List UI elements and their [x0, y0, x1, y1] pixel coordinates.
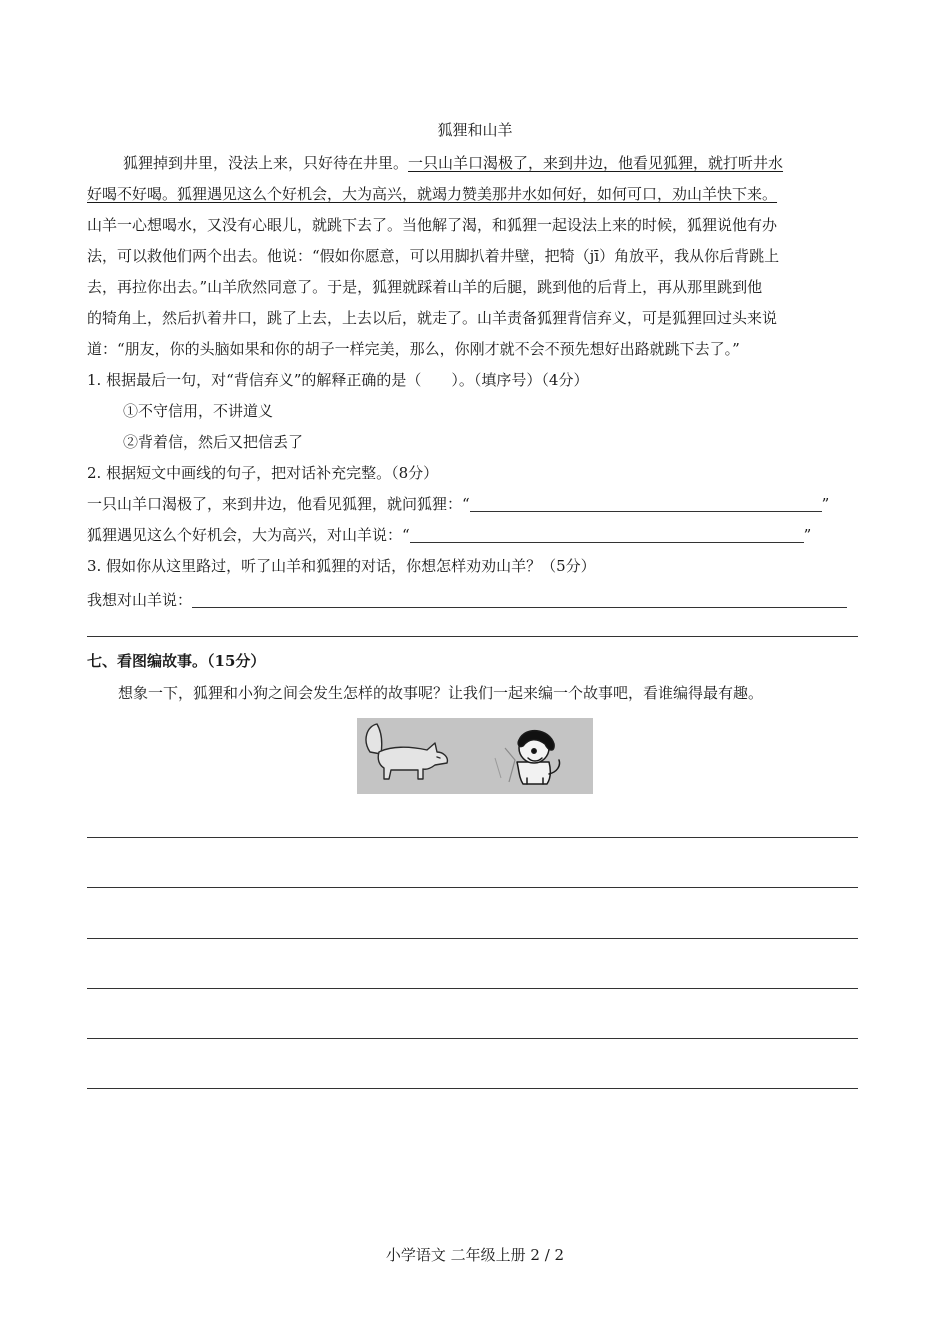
story-writing-line[interactable]	[87, 887, 858, 888]
fox-and-dog-illustration	[357, 718, 593, 794]
passage-line-6: 的犄角上，然后扒着井口，跳了上去，上去以后，就走了。山羊责备狐狸背信弃义，可是狐狸回过头来说	[87, 309, 778, 327]
section-7-heading: 七、看图编故事。（15分）	[87, 652, 266, 670]
passage-text: 狐狸掉到井里，没法上来，只好待在井里。	[123, 154, 409, 172]
story-writing-line[interactable]	[87, 1088, 858, 1089]
passage-line-4: 法，可以救他们两个出去。他说：“假如你愿意，可以用脚扒着井壁，把犄（jī）角放平，我从你后背跳上	[87, 247, 780, 265]
answer-blank-fox[interactable]	[410, 526, 804, 543]
question-1-option-1: ①不守信用，不讲道义	[123, 402, 274, 420]
answer-blank-advice[interactable]	[192, 591, 847, 608]
question-2-dialogue-1	[87, 494, 862, 514]
story-writing-line[interactable]	[87, 837, 858, 838]
passage-line-3: 山羊一心想喝水，又没有心眼儿，就跳下去了。当他解了渴，和狐狸一起设法上来的时候，狐狸说他有办	[87, 216, 778, 234]
fox-and-dog-picture	[357, 718, 593, 794]
passage-line-5: 去，再拉你出去。”山羊欣然同意了。于是，狐狸就踩着山羊的后腿，跳到他的后背上，再从那里跳到他	[87, 278, 763, 296]
passage-line-2	[87, 184, 862, 204]
question-1: 1. 根据最后一句，对“背信弃义”的解释正确的是（ ）。（填序号）（4分）	[87, 371, 589, 389]
passage-title: 狐狸和山羊	[437, 121, 513, 139]
underlined-sentence-2: 狐狸遇见这么个好机会，大为高兴，就竭力赞美那井水如何好，如何可口，劝山羊快下来。	[177, 185, 778, 203]
passage-line-7: 道：“朋友，你的头脑如果和你的胡子一样完美，那么，你刚才就不会不预先想好出路就跳下去了。”	[87, 340, 740, 358]
question-2-dialogue-2	[87, 525, 862, 545]
passage-line-1	[87, 153, 862, 173]
section-7-prompt: 想象一下，狐狸和小狗之间会发生怎样的故事呢？让我们一起来编一个故事吧，看谁编得最有趣。	[118, 684, 764, 702]
story-writing-line[interactable]	[87, 988, 858, 989]
answer-line[interactable]	[87, 636, 858, 637]
dialogue-1-prompt: 一只山羊口渴极了，来到井边，他看见狐狸，就问狐狸：“	[87, 495, 470, 513]
story-writing-line[interactable]	[87, 938, 858, 939]
question-1-option-2: ②背着信，然后又把信丢了	[123, 433, 304, 451]
question-3: 3. 假如你从这里路过，听了山羊和狐狸的对话，你想怎样劝劝山羊？（5分）	[87, 557, 596, 575]
close-quote: ”	[821, 495, 830, 513]
close-quote: ”	[803, 526, 812, 544]
story-writing-line[interactable]	[87, 1038, 858, 1039]
question-3-answer-row	[87, 590, 862, 610]
underlined-sentence-1: 一只山羊口渴极了，来到井边，他看见狐狸，就打听井水	[408, 154, 784, 172]
dialogue-2-prompt: 狐狸遇见这么个好机会，大为高兴，对山羊说：“	[87, 526, 410, 544]
question-2: 2. 根据短文中画线的句子，把对话补充完整。（8分）	[87, 464, 439, 482]
underlined-sentence-1-end: 好喝不好喝。	[87, 185, 178, 203]
question-3-label: 我想对山羊说：	[87, 591, 193, 609]
answer-blank-goat[interactable]	[470, 495, 822, 512]
page-footer: 小学语文 二年级上册 2 / 2	[385, 1246, 565, 1264]
